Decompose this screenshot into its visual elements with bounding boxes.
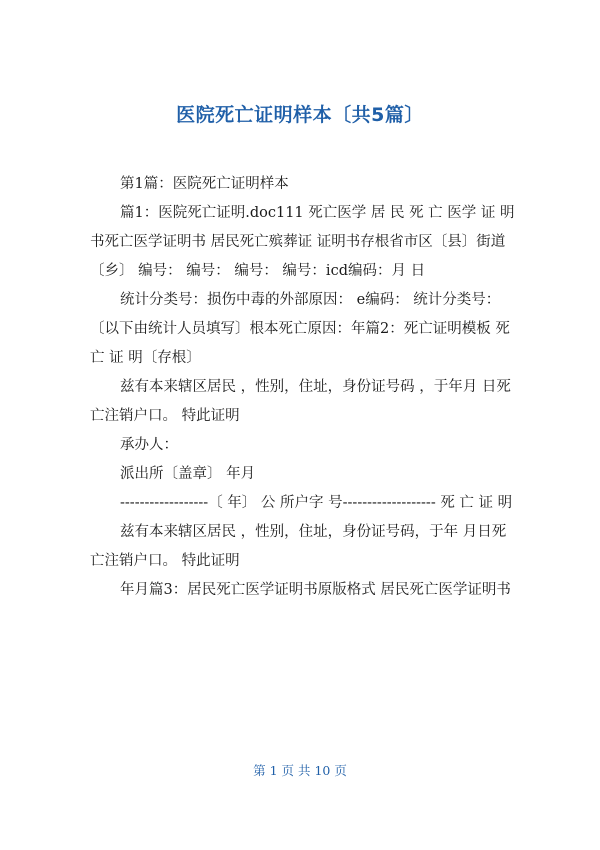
paragraph-1: 第1篇：医院死亡证明样本 (120, 176, 289, 192)
paragraph-7: ------------------〔 年〕 公 所户字 号------------------- 死 亡 证 明 (120, 495, 513, 511)
paragraph-5: 承办人： (120, 437, 178, 453)
page-number-footer: 第 1 页 共 10 页 (253, 763, 347, 778)
paragraph-8: 兹有本来辖区居民 ，性别，住址，身份证号码，于年 月日死亡注销户口。 特此证明 (90, 524, 507, 569)
document-body (90, 170, 520, 605)
paragraph-4: 兹有本来辖区居民 ，性别，住址，身份证号码 ，于年月 日死亡注销户口。 特此证明 (90, 379, 511, 424)
paragraph-9: 年月篇3：居民死亡医学证明书原版格式 居民死亡医学证明书 (120, 582, 511, 598)
paragraph-2: 篇1：医院死亡证明.doc111 死亡医学 居 民 死 亡 医学 证 明 书死亡医学证明书 居民死亡殡葬证 证明书存根省市区〔县〕街道〔乡〕 编号： 编号： 编号： 编号：icd编码：月 日 (90, 205, 520, 279)
document-title: 医院死亡证明样本〔共5篇〕 (176, 104, 424, 126)
paragraph-3: 统计分类号：损伤中毒的外部原因： e编码： 统计分类号：〔以下由统计人员填写〕根本死亡原因：年篇2：死亡证明模板 死 亡 证 明〔存根〕 (90, 292, 515, 366)
paragraph-6: 派出所〔盖章〕 年月 (120, 466, 256, 482)
